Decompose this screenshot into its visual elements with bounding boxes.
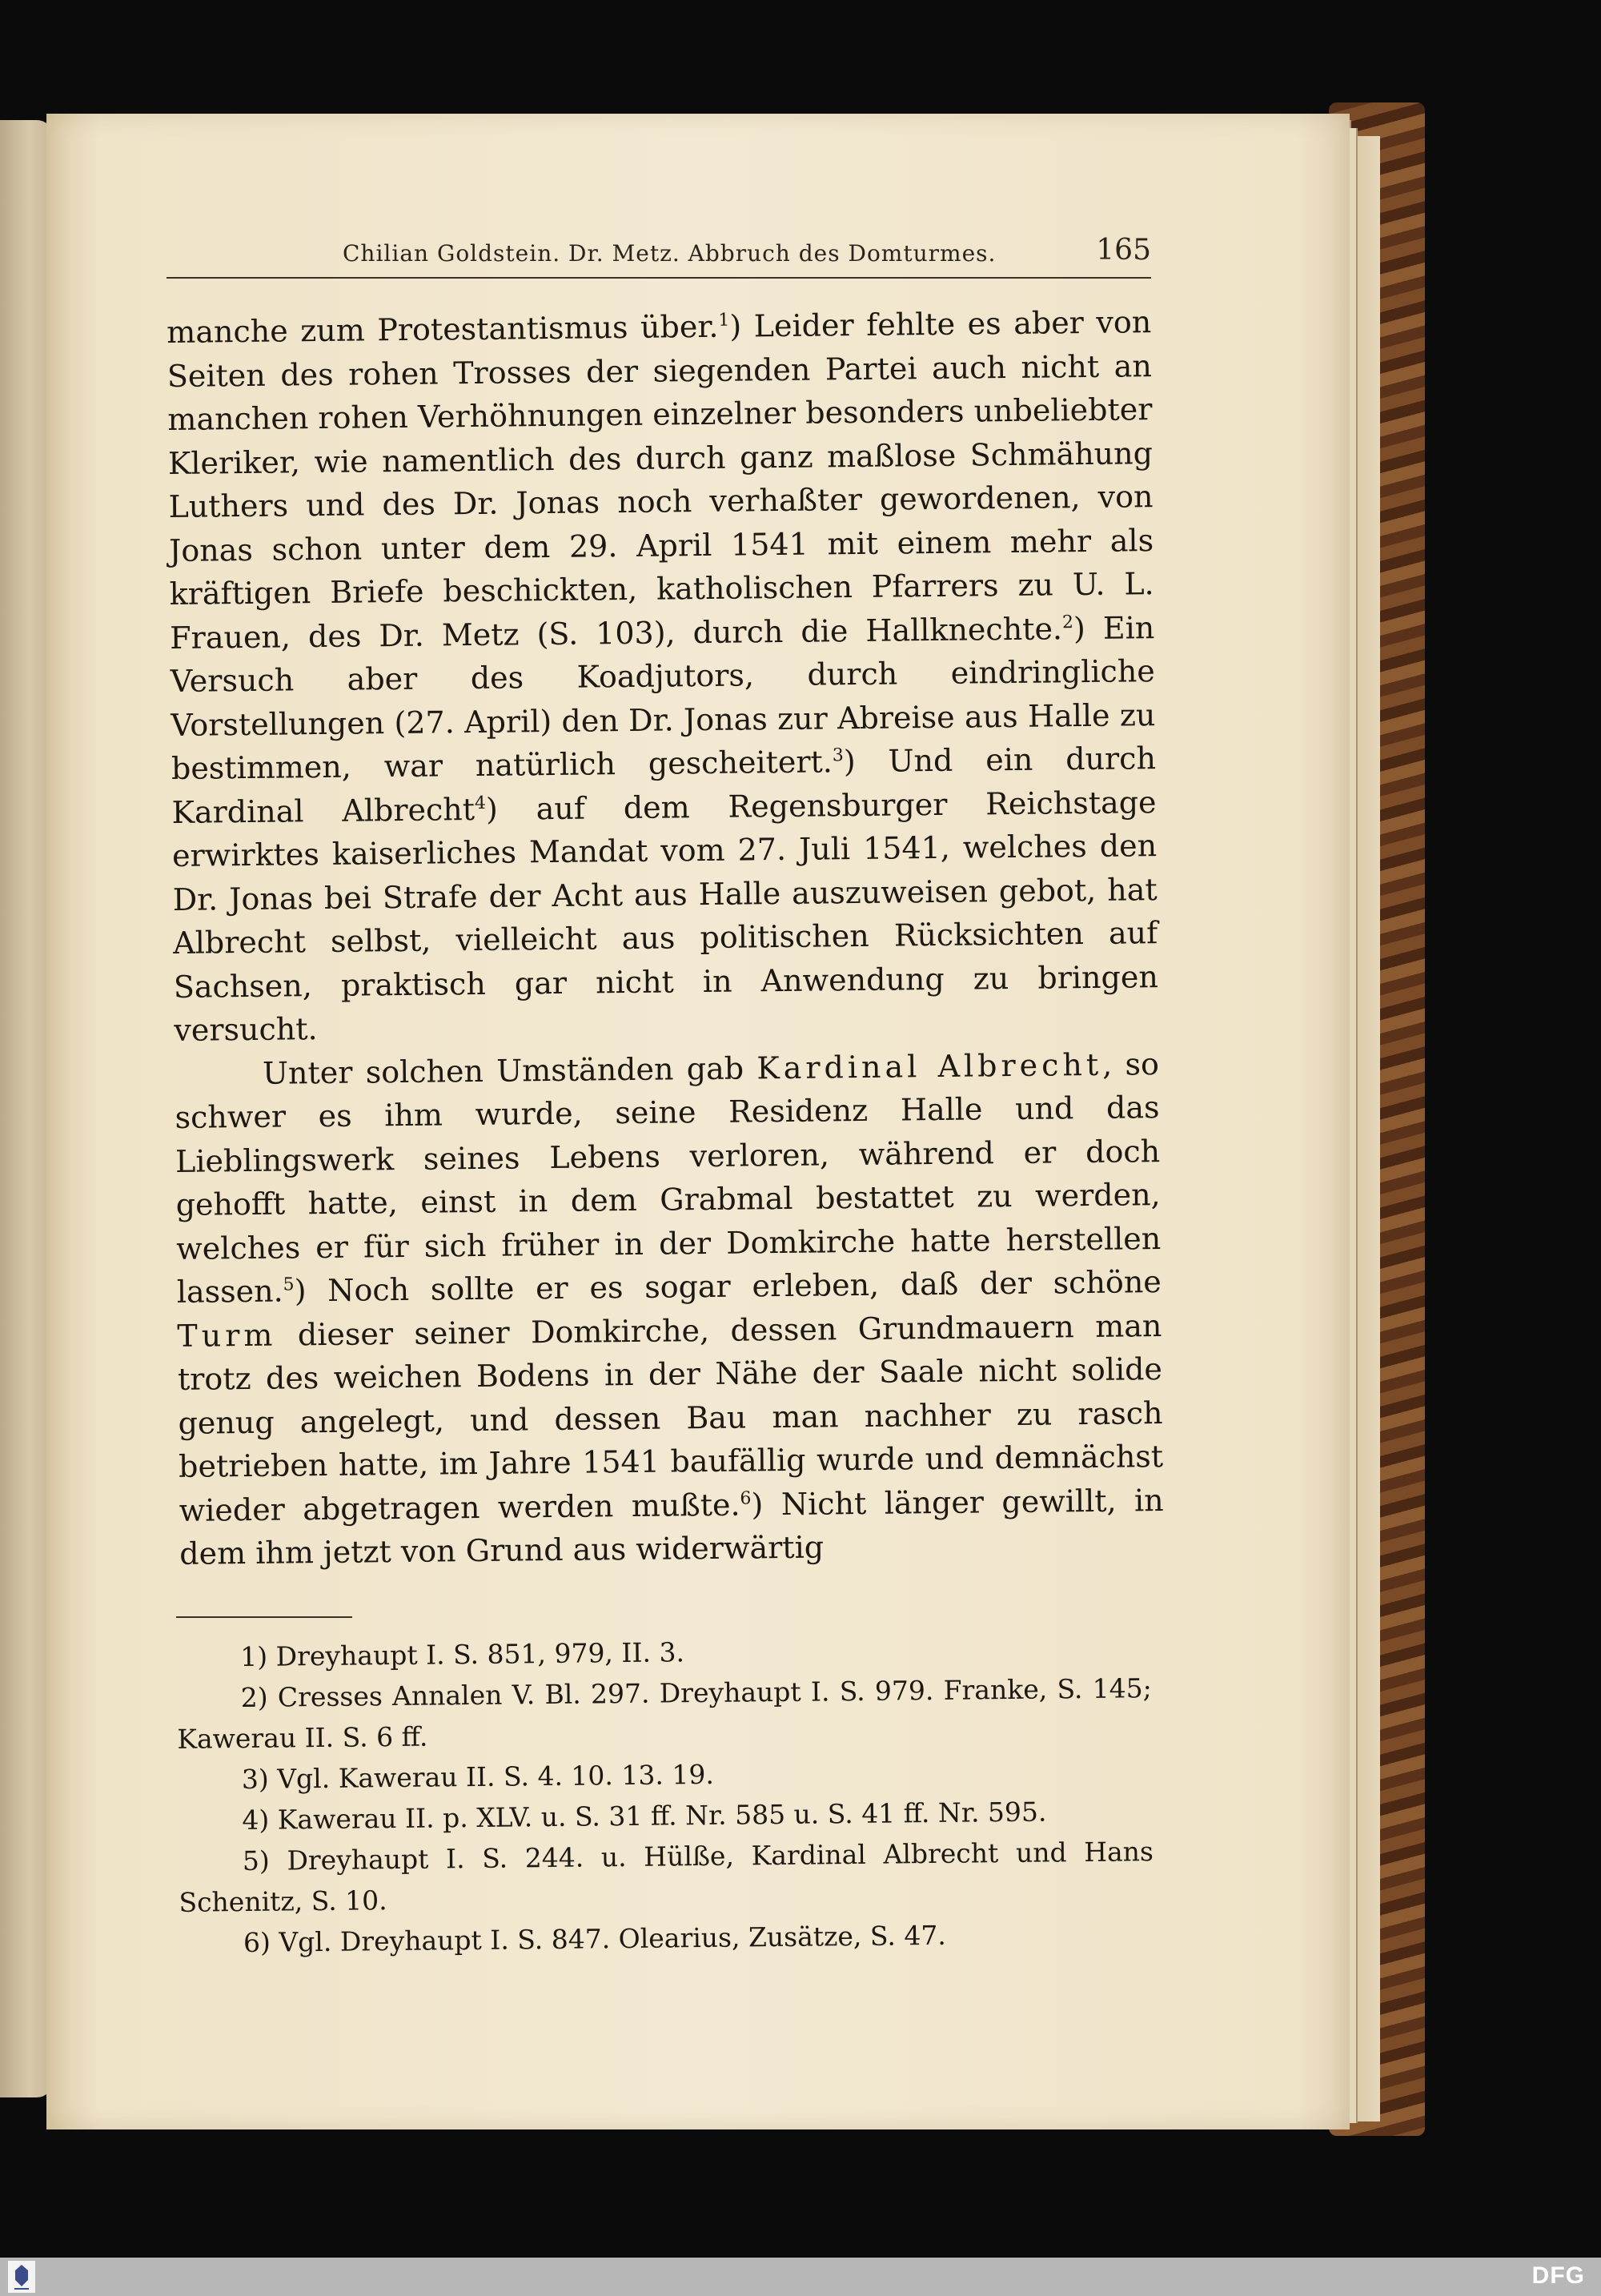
text-run: , so schwer es ihm wurde, seine Residenz Halle und das Lieblingswerk seines Lebens verloren, während er doch gehofft hatte, einst in dem Grabmal bestattet zu werden, welches er für sich früher in der Domkirche hatte herstellen lassen. — [175, 1046, 1162, 1310]
footnotes — [167, 1627, 1154, 1964]
footnote-rule — [176, 1616, 352, 1618]
footnote: 4) Kawerau II. p. XLV. u. S. 31 ff. Nr. 585 u. S. 41 ff. Nr. 595. — [242, 1796, 1047, 1836]
footnote-ref-2: 2 — [1061, 612, 1074, 632]
spaced-word: Turm — [177, 1317, 277, 1354]
viewer-footer-bar — [0, 2258, 1601, 2296]
spaced-name: Kardinal Albrecht — [756, 1046, 1103, 1086]
page-number: 165 — [1096, 234, 1151, 267]
footnote: 5) Dreyhaupt I. S. 244. u. Hülße, Kardinal Albrecht und Hans Schenitz, S. 10. — [179, 1835, 1154, 1918]
text-run: ) Nicht länger gewillt, in dem ihm jetzt von Grund aus widerwärtig — [179, 1482, 1164, 1571]
library-crest-icon — [8, 2261, 35, 2293]
running-title: Chilian Goldstein. Dr. Metz. Abbruch des Domturmes. — [343, 240, 997, 267]
text-run: dieser seiner Domkirche, dessen Grundmauern man trotz des weichen Bodens in der Nähe der Saale nicht solide genug angelegt, und dessen Bau man nachher zu rasch betrieben hatte, im Jahre 1541 baufällig wurde und demnächst wieder abgetragen werden mußte. — [177, 1307, 1164, 1528]
paragraph-1 — [167, 300, 1159, 1052]
text-run: Unter solchen Umständen gab — [262, 1050, 757, 1091]
text-run: ) Und ein durch Kardinal Albrecht — [171, 741, 1157, 830]
text-run: ) auf dem Regensburger Reichstage erwirktes kaiserliches Mandat vom 27. Juli 1541, welches den Dr. Jonas bei Strafe der Acht aus Halle auszuweisen gebot, hat Albrecht selbst, vielleicht aus politischen Rücksichten auf Sachsen, praktisch gar nicht in Anwendung zu bringen versucht. — [171, 784, 1159, 1048]
header-rule — [167, 277, 1151, 279]
text-run: ) Ein Versuch aber des Koadjutors, durch eindringliche Vorstellungen (27. April) den Dr. Jonas zur Abreise aus Halle zu bestimmen, war natürlich gescheitert. — [170, 609, 1156, 786]
footnote-ref-4: 4 — [474, 793, 487, 813]
text-run: ) Leider fehlte es aber von Seiten des rohen Trosses der siegenden Partei auch nicht an manchen rohen Verhöhnungen einzelner besonders unbeliebter Kleriker, wie namentlich des durch ganz maßlose Schmähung Luthers und des Dr. Jonas noch verhaßter gewordenen, von Jonas schon unter dem 29. April 1541 mit einem mehr als kräftigen Briefe beschickten, katholischen Pfarrers zu U. L. Frauen, des Dr. Metz (S. 103), durch die Hallknechte. — [167, 304, 1154, 656]
footnote-ref-1: 1 — [718, 310, 730, 331]
left-facing-page — [0, 120, 53, 2097]
footnote: 6) Vgl. Dreyhaupt I. S. 847. Olearius, Zusätze, S. 47. — [243, 1919, 947, 1958]
footnote-ref-6: 6 — [740, 1487, 752, 1509]
paragraph-2 — [175, 1042, 1165, 1576]
text-run: ) Noch sollte er es sogar erleben, daß der schöne — [294, 1264, 1162, 1309]
text-run: manche zum Protestantismus über. — [167, 308, 719, 350]
footnote: 1) Dreyhaupt I. S. 851, 979, II. 3. — [240, 1636, 685, 1672]
running-head — [167, 218, 1151, 274]
body-text — [167, 300, 1164, 1575]
footnote-ref-3: 3 — [832, 745, 844, 766]
footnote-ref-5: 5 — [283, 1274, 295, 1295]
dfg-label: DFG — [1531, 2262, 1585, 2289]
page-content — [167, 218, 1164, 1964]
footnote: 2) Cresses Annalen V. Bl. 297. Dreyhaupt I. S. 979. Franke, S. 145; Kawerau II. S. 6 ff. — [177, 1672, 1152, 1755]
book-page — [46, 114, 1350, 2129]
footnote: 3) Vgl. Kawerau II. S. 4. 10. 13. 19. — [241, 1758, 715, 1795]
